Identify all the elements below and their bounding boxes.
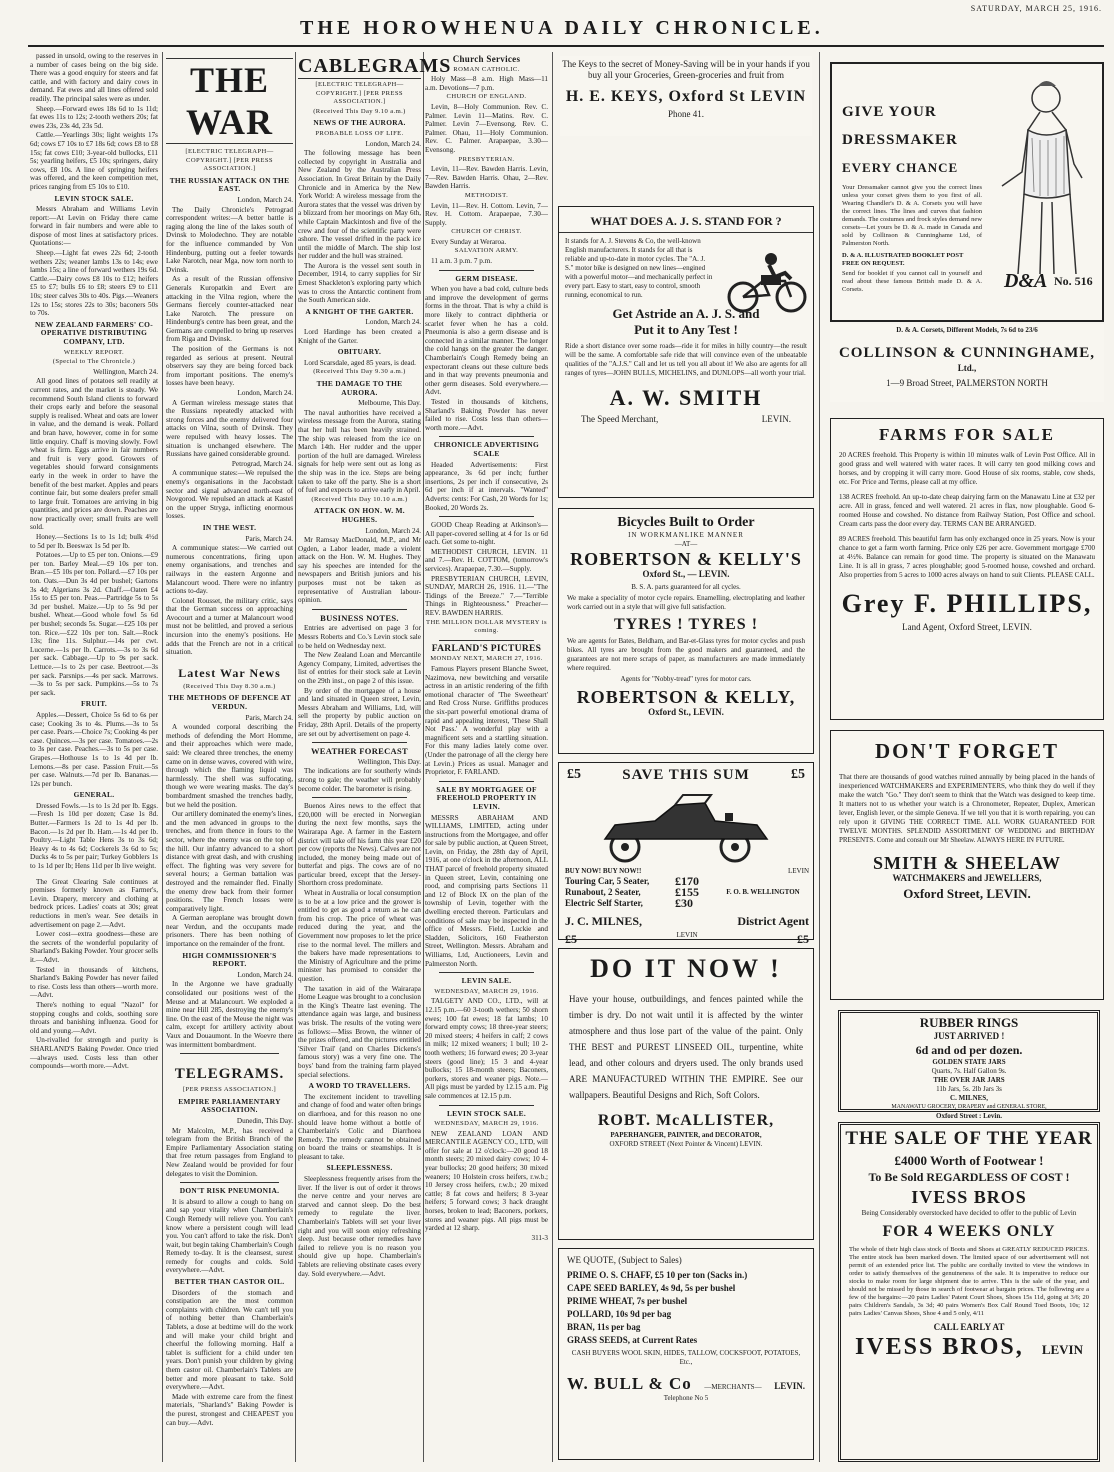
collinson-address: 1—9 Broad Street, PALMERSTON NORTH <box>886 378 1048 388</box>
ivess-bros-name: IVESS BROS <box>911 1187 1027 1207</box>
robertson-kelly-ad <box>558 508 814 754</box>
ajs-dealer-name: A. W. SMITH <box>609 385 763 410</box>
watch-repair-text: That there are thousands of good watches ruined annually by being placed in the hands of inexperienced WATCHMAKERS and EXPERIMENTERS, who think they do well if they make the watch "Go." They don't seem to think that the Watch was designed to keep time. It matters not to us whether your watch is a Chronometer, Repeater, Duplex, American lever, English lever, or the simple Geneva. If we tell you that it is worth repairing, you can rely upon it GIVING THE CORRECT TIME. ALL WORK GUARANTEED FOR TWELVE MONTHS. SPLENDID ASSORTMENT OF WEDDING and BIRTHDAY PRESENTS. Come and consult our Mr Sheelaw. ALWAYS HERE IN FUTURE. <box>839 773 1095 844</box>
sale-entries: NEW ZEALAND LOAN AND MERCANTILE AGENCY CO., LTD, will offer for sale at 12 o'clock:—20 good 18 month steers; 20 mixed dairy cows; 10 4-year bullocks; 20 good heifers; 30 mixed weaners; 10 Holstein cross heifers, r.w.b.; 10 Jersey cross heifers, r.w.b.; 20 mixed cattle; 8 fat cows and heifers; 8 3-year heifers; 5 forward cows; 3 hack draught horses, broken to lead; Baconers, porkers, stores and weaner pigs. All pigs must be yarded at 12 sharp. <box>425 1129 548 1233</box>
keys-grocery-ad <box>560 56 812 136</box>
price-line: CAPE SEED BARLEY, 4s 9d, 5s per bushel <box>567 1283 736 1293</box>
denomination-heading: PRESBYTERIAN. <box>458 155 515 163</box>
service-times: Holy Mass—8 a.m. High Mass—11 a.m. Devotions—7 p.m. <box>425 75 548 92</box>
cable-heading: A KNIGHT OF THE GARTER. <box>305 306 414 316</box>
self-starter-price: £30 <box>675 896 693 910</box>
stock-sale-heading: LEVIN STOCK SALE. <box>54 193 134 203</box>
da-logo: D&A <box>1004 270 1048 292</box>
advert-paragraph: Tested in thousands of kitchens, Sharland's Baking Powder has never failed to rise. Costs less than others—worth more.—Advt. <box>30 965 158 1000</box>
price-line: PRIME O. S. CHAFF, £5 10 per ton (Sacks in.) <box>567 1270 748 1280</box>
milnes-trade: MANAWATU GROCERY, DRAPERY and GENERAL STORE, <box>891 1104 1047 1110</box>
column-rule <box>162 52 163 1462</box>
jar-prices-2: 11b Jars, 5s. 2lb Jars 3s <box>936 1085 1002 1093</box>
dateline: Melbourne, This Day. <box>358 399 421 408</box>
war-heading: HIGH COMMISSIONER'S REPORT. <box>182 950 277 969</box>
masthead-rule <box>28 45 1104 47</box>
ajs-question: WHAT DOES A. J. S. STAND FOR ? <box>559 213 813 233</box>
war-paragraph: The position of the Germans is not regarded as serious at present. Neutral observers say they are being forced back from important positions. The enemy's losses have been heavy. <box>166 345 293 388</box>
dressmaker-corset-ad <box>830 62 1104 322</box>
merchants-label: —MERCHANTS— <box>704 1383 762 1391</box>
quote-line: WE QUOTE, (Subject to Sales) <box>567 1255 682 1265</box>
received-line: (Received This Day 10.10 a.m.) <box>311 495 408 503</box>
denomination-heading: METHODIST. <box>464 191 509 199</box>
masthead <box>0 0 1114 39</box>
advert-paragraph: Lower cost—extra goodness—these are the secrets of the wonderful popularity of Sharland's Baking Powder. Your grocer sells it.—Advt. <box>30 930 158 964</box>
castor-oil-heading: BETTER THAN CASTOR OIL. <box>174 1277 285 1287</box>
smith-sheelaw-name: SMITH & SHEELAW <box>872 853 1062 873</box>
column-cablegrams <box>298 52 452 1462</box>
cash-buyers-line: CASH BUYERS WOOL SKIN, HIDES, TALLOW, COCKSFOOT, POTATOES, Etc., <box>571 1349 801 1366</box>
bicycles-heading: Bicycles Built to Order <box>617 515 755 530</box>
war-paragraph: As a result of the Russian offensive Generals Kuropatkin and Evert are attacking in the Vilna region, where the Germans fiercely counter-attacked near Lake Narotch. The pressure on Hindenburg's centre has been great, and the Germans are compelled to bring up reserves from Riga and Dvinsk. <box>166 275 293 344</box>
pound-mark-right: £5 <box>791 767 805 782</box>
mcallister-address: OXFORD STREET (Next Pointer & Vincent) LEVIN. <box>609 1140 763 1148</box>
over-jar-line: THE OVER JAR JARS <box>933 1076 1005 1084</box>
sale-entries: TALGETY AND CO., LTD., will at 12.15 p.m.—60 3-tooth wethers; 50 shorn ewes; 100 fat ewes; 18 fat lambs; 10 forward empty cows; 18 three-year steers; 20 mixed steers; 4 heifers in calf; 2 cows in milk; 12 mixed weaners; 1 bull; 10 2-tooth wethers; 16 forward ewes; 20 3-year steers (good line); 15 3 and 4-year bullocks; 15 18-month steers; Baconers, porkers, stores and weaner pigs. Note.—All pigs must be yarded by 12.15 a.m. Pig sale commences at 12.15 p.m. <box>425 997 548 1100</box>
milnes-address: Oxford Street : Levin. <box>936 1112 1002 1120</box>
sale-notice: The Great Clearing Sale continues at premises formerly known as Farmer's, Levin. Drapery, mercery and clothing at bedrock prices. Ladies' coats at 30s; great reductions in men's wear. See details in advertisement on page 2.—Advt. <box>30 877 158 929</box>
agent-name: J. C. MILNES, <box>565 914 643 928</box>
cable-heading: OBITUARY. <box>337 347 382 357</box>
dateline: Wellington, March 24. <box>93 367 158 376</box>
column-church-services <box>425 52 548 1462</box>
denomination-heading: ROMAN CATHOLIC. <box>453 65 520 73</box>
column-war-news <box>166 52 293 1462</box>
at-line: —AT— <box>674 540 698 548</box>
advert-paragraph: When you have a bad cold, culture beds and improve the development of germs forms in the throat. That is why a child is more likely to contract diphtheria or scarlet fever when he has a cold. Pneumonia is also a germ disease and is connected in a similar manner. The longer the cold hangs on the greater the danger. Chamberlain's Cough Remedy being an expectorant cleans out these culture beds and in that way prevents pneumonia and other germ diseases. Sold everywhere.—Advt. <box>425 285 548 397</box>
price-line: BRAN, 11s per bag <box>567 1322 641 1332</box>
monday-date: MONDAY NEXT, MARCH 27, 1916. <box>430 655 543 663</box>
business-paragraph: Entries are advertised on page 3 for Messrs Roberts and Co.'s Levin stock sale to be held on Wednesday next. <box>298 624 421 650</box>
produce-prices: Potatoes.—Up to £5 per ton. Onions.—£9 per ton. Barley Meal.—£9 10s per ton. Bran.—£5 10s per ton. Pollard.—£7 10s per ton. Oats.—Dun 3s 4d per bushel; Gartons 3s 4d; Algerians 3s 2d. Chaff.—Oaten £4 15s to £5 per ton. Peas.—Partridge 5s to 5s 3d per bushel. Maize.—Up to 5s 9d per bushel. Wheat.—Good whole fowl 5s 6d per bushel; seconds 5s. Sugar.—£25 10s per ton. Rice.—£22 10s per ton. Salt.—Rock 13s; fine 11s. Sulphur.—14s per cwt. Lucerne.—1s per lb. Carrots.—3s to 3s 6d per sack. Cabbage.—Up to 9s per sack. Lettuce.—1s to 2s per case. Beetroot.—3s per sack. Parsnips.—4s per sack. Marrows.—3s to 5s per sack. Pumpkins.—5s to 7s per sack. <box>30 551 158 697</box>
ajs-slogan-2: Put it to Any Test ! <box>634 322 738 337</box>
dateline: Petrograd, March 24. <box>231 459 293 468</box>
do-it-now-heading: DO IT NOW ! <box>590 954 782 983</box>
phillips-address: Land Agent, Oxford Street, LEVIN. <box>902 622 1032 632</box>
war-heading: THE METHODS OF DEFENCE AT VERDUN. <box>168 693 291 712</box>
pictures-programme: Famous Players present Blanche Sweet, Nazimova, new bewitching and versatile actress in an artistic rendering of the fifth emotional character of 'The Sweetheart' and Red Cross Nurse. Griffiths produces the six-part powerful emotional drama of rapid and appealing interest, 'These Shall Not Pass.' A wonderful play with a magnificent sets and a startling situation. For this many ladies lately come over. (Under the patronage of all the clergy here at Levin.) Prices as usual. Manager and Proprietor, F. FARLAND. <box>425 665 548 777</box>
just-arrived-line: JUST ARRIVED ! <box>933 1031 1005 1041</box>
received-line: (Received This Day 8.30 a.m.) <box>183 682 276 690</box>
denomination-heading: CHURCH OF ENGLAND. <box>446 93 527 101</box>
jar-prices: Quarts, 7s. Half Gallon 9s. <box>931 1067 1007 1075</box>
war-paragraph: In the Argonne we have gradually consolidated our positions west of the Meuse and at Malancourt. We exploded a mine near Hill 285, destroying the enemy's line. On the east of the Meuse the night was calm, except for artillery activity about Vaux and Douaumont. In the Woevre there was intermittent bombardment. <box>166 980 293 1049</box>
advert-paragraph: Un-rivalled for strength and purity is SHARLAND'S Baking Powder. Once tried—always used. Costs less than other compounds—worth more.—Advt. <box>30 1036 158 1071</box>
dressmaker-heading: DRESSMAKER <box>842 132 958 148</box>
denomination-heading: SALVATION ARMY. <box>454 247 519 255</box>
robertson-kelly-address: Oxford St., — LEVIN. <box>642 569 730 579</box>
travellers-heading: A WORD TO TRAVELLERS. <box>308 1081 411 1091</box>
dateline: Paris, March 24. <box>245 534 293 543</box>
mcallister-trade: PAPERHANGER, PAINTER, and DECORATOR, <box>610 1131 762 1139</box>
dateline: London, March 24. <box>365 139 421 148</box>
levin-sale-heading: LEVIN SALE. <box>461 976 512 986</box>
cablegrams-title: CABLEGRAMS <box>298 55 452 77</box>
fob-wellington: F. O. B. WELLINGTON <box>726 888 800 896</box>
milnes-rubber-rings-ad <box>838 1010 1100 1120</box>
touring-car-label: Touring Car, 5 Seater, <box>565 876 650 886</box>
overstocked-line: Being Considerably overstocked have decided to offer to the public of Levin <box>861 1209 1077 1217</box>
dateline: Wellington, This Day. <box>357 757 421 766</box>
motorcycle-illustration <box>725 241 809 315</box>
newspaper-title: THE HOROWHENUA DAILY CHRONICLE. <box>300 17 824 39</box>
fruit-prices: Apples.—Dessert, Choice 5s 6d to 6s per case; Cooking 3s to 4s. Plums.—3s to 5s per case. Pears.—Choice 7s; Cooking 4s per case. Quinces.—3s per case. Tomatoes.—2s to 3s per case. Peaches.—3s to 5s per case. Grapes.—Hothouse 1s to 1s 4d per lb. Lemons.—8s per case. Passion Fruit.—5s per case. Walnuts.—7d per lb. Bananas.—12s per bunch. <box>30 710 158 788</box>
dateline: London, March 24. <box>237 970 293 979</box>
bull-town: LEVIN. <box>774 1381 805 1391</box>
farm-listing: 89 ACRES freehold. This beautiful farm has only exchanged once in 25 years. Now is your chance to get a farm worth farming. Price only £26 per acre. Government mortgage £700 at 4½%. Balance can remain for good time. The property is situated on the Manawatu Line. It is all in grass, 7 acres ploughable; good 5-roomed house, cowshed and orchard. Also properties from 5 acres to 1000 acres always on hand to suit Clients. PLEASE CALL. <box>839 535 1095 579</box>
price-line: GRASS SEEDS, at Current Rates <box>567 1335 698 1345</box>
honey-prices: Honey.—Sections 1s to 1s 1d; bulk 4½d to 5d per lb. Beeswax 1s 5d per lb. <box>30 533 158 550</box>
press-credit: [PER PRESS ASSOCIATION.] <box>182 1086 277 1094</box>
ajs-slogan-1: Get Astride an A. J. S. and <box>612 306 760 321</box>
sale-date: WEDNESDAY, MARCH 29, 1916. <box>434 1120 539 1128</box>
phillips-name: Grey F. PHILLIPS, <box>841 589 1093 618</box>
buy-now-line: BUY NOW! BUY NOW!! <box>565 867 642 875</box>
cable-paragraph: Mr Ramsay MacDonald, M.P., and Mr Ogden, a Labor leader, made a violent attack on the Hon. W. M. Hughes. They say his speeches are intended for the newspapers and British juniors and his purposes must not be taken as representative of Australian labour-opinion. <box>298 536 421 605</box>
business-notes-heading: BUSINESS NOTES. <box>320 612 399 623</box>
mortgagee-sale-heading: SALE BY MORTGAGEE OF FREEHOLD PROPERTY IN LEVIN. <box>436 784 537 811</box>
business-paragraph: The New Zealand Loan and Mercantile Agency Company, Limited, advertises the list of entries for their stock sale at Levin on the 29th inst., on page 2 of this issue. <box>298 651 421 685</box>
farms-for-sale-ad <box>830 418 1104 720</box>
workmanlike-line: IN WORKMANLIKE MANNER <box>628 531 744 539</box>
ivess-bros-footwear-ad <box>838 1122 1100 1462</box>
every-chance-heading: EVERY CHANCE <box>842 160 959 175</box>
sale-date: WEDNESDAY, MARCH 29, 1916. <box>434 987 539 995</box>
mystery-notice: THE MILLION DOLLAR MYSTERY is coming. <box>426 618 547 635</box>
buy-now-town: LEVIN <box>788 867 809 875</box>
ad-number: 311-3 <box>531 1233 548 1242</box>
sale-of-the-year-heading: THE SALE OF THE YEAR <box>845 1128 1093 1149</box>
war-paragraph: A German aeroplane was brought down near Verdun, and the occupants made prisoners. There has been nothing of importance on the remainder of the front. <box>166 914 293 949</box>
ajs-dealer-tagline: The Speed Merchant, <box>581 414 659 424</box>
church-services-title: Church Services <box>452 54 521 64</box>
call-early-line: CALL EARLY AT <box>933 1322 1005 1332</box>
cable-heading: THE DAMAGE TO THE AURORA. <box>316 379 403 397</box>
booklet-line: D. & A. ILLUSTRATED BOOKLET POST FREE ON REQUEST. <box>842 252 964 267</box>
smith-sheelaw-trade: WATCHMAKERS and JEWELLERS, <box>892 873 1042 883</box>
farmers-heading: NEW ZEALAND FARMERS' CO-OPERATIVE DISTRIBUTING COMPANY, LTD. <box>35 319 153 346</box>
advert-paragraph: It is absurd to allow a cough to hang on and sap your vitality when Chamberlain's Cough Remedy will relieve you. You can't know where a persistent cough will lead you. You can't afford to take the risk. Don't wait, but begin taking Chamberlain's Cough Remedy to-day. It is the cleansest, surest remedy for coughs and colds. Sold everywhere.—Advt. <box>166 1197 293 1275</box>
news-paragraph: Wheat in Australia or local consumption is to be at a low price and the grower is entitled to get as good a return as he can from his crop. The price of wheat was reduced during the year, and the Government now proposes to let the price rise to the normal level. The millers and the bakers have made representations to the Ministry of Agriculture and the prime minister has promised to consider the question. <box>298 889 421 983</box>
advert-paragraph: There's nothing to equal "Nazol" for stopping coughs and colds, soothing sore throats and banishing influenza. Good for old and young.—Advt. <box>30 1000 158 1035</box>
news-paragraph: Buenos Aires news to the effect that £20,000 will be erected in Norwegian during the next few months, says the Wairarapa Age. A farmer in the Eastern district will take off his farm this year £20 per cow (reports the News). Calves are not included, the money being made out of butterfat and pigs. The cows are of no particular breed, except that the Jersey-Shorthorn cross predominate. <box>298 802 421 888</box>
classified-ad: GOOD Cheap Reading at Atkinson's—All paper-covered selling at 4 for 1s or 6d each. Get some to-night. <box>425 521 548 547</box>
telegram-paragraph: Mr Malcolm, M.P., has received a telegram from the British Branch of the Empire Parliamentary Association stating that free return passages from England to New Zealand would be provided for four delegates to visit the Dominion. <box>166 1126 293 1178</box>
corset-body: Your Dressmaker cannot give you the correct lines unless your corset gives them to you first of all. Wearing Chandler's D. & A. Corsets you will have the correct lines. The lines and curves that fashion demands. The costumes and frock styles demand new corsets—Let yours be D. & A. made in Canada and sold by Collinson & Cunninghame Ltd, of Palmerston North. <box>842 184 982 247</box>
weather-paragraph: The indications are for southerly winds strong to gale; the weather will probably become colder. The barometer is rising. <box>298 767 421 793</box>
dateline: London, March 24. <box>237 389 293 398</box>
denomination-heading: CHURCH OF CHRIST. <box>451 228 522 236</box>
war-paragraph: A communique states:—We repulsed the enemy's organisations in the Jacobstadt sector and signal advanced north-east of Novgorod. We repulsed an attack at Kastel on the upper Stryga, inflicting enormous losses. <box>166 469 293 521</box>
cable-paragraph: Lord Hardinge has been created a Knight of the Garter. <box>298 328 421 345</box>
motor-car-illustration <box>585 791 785 865</box>
cable-heading: NEWS OF THE AURORA. <box>313 118 406 128</box>
cable-paragraph: The naval authorities have received a wireless message from the Aurora, stating that her hull has been heavily strained. The ship was released from the ice on March 14th. Her rudder and the upper portion of the hull are damaged. Wireless signals for help were sent out as long as the ship was in the ice. Steps are being taken to take off the party. She is a short of fuel and expects to arrive early in April. <box>298 408 421 495</box>
tyres-heading: TYRES ! TYRES ! <box>613 616 759 633</box>
agent-town: LEVIN <box>676 931 698 939</box>
pound-footer-left: £5 <box>565 932 577 946</box>
dateline: London, March 24. <box>365 526 421 535</box>
cattle-prices: Cattle.—Yearlings 30s; light weights 17s 6d; cows £7 10s to £7 18s 6d; cows £8 to £8 15s; fat cows £10; 3-year-old bullocks, £11 5s; yearling heifers, £5 10s; springers, dairy cows, £8 10s. A line of springing heifers was offered, and the keen competition met, prices ranging from £5 10s to £10. <box>30 131 158 191</box>
footwear-worth: £4000 Worth of Footwear ! <box>894 1153 1044 1168</box>
motor-car-ad <box>558 762 814 946</box>
milnes-name: C. MILNES, <box>950 1094 988 1102</box>
runabout-label: Runabout, 2 Seater, <box>565 887 641 897</box>
rings-price: 6d and od per dozen. <box>915 1043 1023 1057</box>
repairs-text: We make a speciality of motor cycle repairs. Enamelling, electroplating and leather work carried out in a style that will give full satisfaction. <box>567 594 805 611</box>
issue-date: SATURDAY, MARCH 25, 1916. <box>970 4 1102 13</box>
farm-listing: 138 ACRES freehold. An up-to-date cheap dairying farm on the Manawatu Line at £32 per acre. All in grass, fenced and well watered. 21 acres in flax, now ploughable. Good 6-roomed House and cowshed. No distance from Railway Station, Post Office and school. Cream carts pass the door every day. TERMS CAN BE ARRANGED. <box>839 493 1095 528</box>
germ-disease-heading: GERM DISEASE. <box>455 273 518 283</box>
rubber-rings-heading: RUBBER RINGS <box>919 1015 1019 1030</box>
bull-merchants-ad <box>558 1248 814 1460</box>
fruit-heading: FRUIT. <box>80 699 108 709</box>
column-rule <box>552 52 553 1462</box>
runabout-price: £155 <box>675 885 699 899</box>
telegrams-title: TELEGRAMS. <box>174 1066 285 1083</box>
advertising-scale-heading: CHRONICLE ADVERTISING SCALE <box>433 440 540 458</box>
painting-text: Have your house, outbuildings, and fences painted while the timber is dry. Do not wait until it is affected by the winter atmosphere and thus lose part of the value of the paint. Only THE BEST and PUREST LINSEED OIL, turpentine, white lead, and other colours and dryers used. The only brands used ARE MANUFACTURED WITHIN THE EMPIRE. See our wallpapers. Beautiful Designs and Rich, Soft Colors. <box>569 994 803 1100</box>
send-booklet-line: Send for booklet if you cannot call in yourself and read about these famous British made D. & A. Corsets. <box>842 270 982 293</box>
classified-ad: METHODIST CHURCH, LEVIN. 11 and 7.—Rev. H. COTTOM, (tomorrow's services). Arapaepae, 7.30.—Supply. <box>425 547 548 574</box>
war-paragraph: A communique states:—We carried out numerous concentrations, firing upon enemy organisations, and trenches and railways in the eastern Argonne and Malancourt wood. There were no infantry actions to-day. <box>166 544 293 596</box>
collinson-ltd: Ltd., <box>957 363 977 373</box>
market-paragraph: passed in unsold, owing to the reserves in a number of cases being on the big side. There was a good enquiry for steers and fat cattle, and with factory and dairy cows in demand. Fat ewes and all lines offered sold readily. The principal sales were as under. <box>30 52 158 103</box>
business-paragraph: By order of the mortgagee of a house and land situated in Queen street, Levin, Messrs Abraham and Williams, Ltd, will sell the property by public auction on Friday, 28th April. Details of the property are set out by advertisement on page 4. <box>298 686 421 738</box>
war-paragraph: A German wireless message states that the Russians repeatedly attacked with strong forces and the enemy delivered four attacks on Vilna, south of Dvinsk. They were repulsed with heavy losses. The situation is unchanged elsewhere. The Russians have gained considerable ground. <box>166 398 293 459</box>
bsa-line: B. S. A. parts guaranteed for all cycles. <box>631 583 741 591</box>
ajs-motorcycle-ad <box>558 206 814 498</box>
war-heading: THE RUSSIAN ATTACK ON THE EAST. <box>169 175 290 194</box>
mcallister-painter-ad <box>558 948 814 1240</box>
cable-paragraph: The Aurora is the vessel sent south in December, 1914, to carry supplies for Sir Ernest Shackleton's exploring party which was to cross the Antarctic continent from the South American side. <box>298 261 421 305</box>
regardless-of-cost: To Be Sold REGARDLESS OF COST ! <box>868 1170 1070 1184</box>
four-weeks-only: FOR 4 WEEKS ONLY <box>882 1223 1056 1240</box>
cable-subheading: PROBABLE LOSS OF LIFE. <box>315 129 404 137</box>
ajs-dealer-town: LEVIN. <box>761 414 791 424</box>
war-paragraph: A wounded corporal describing the methods of defending the Mort Homme, and their approaches which were made, said: We cleared three trenches, the enemy came on in dense waves, covered with wire, through which the flaming liquid was harmlessly. The shell was suffocating, though we were wearing masks. The day's bombardment smashed the trenches badly, but we held the position. <box>166 723 293 809</box>
bargains-text: The whole of their high class stock of Boots and Shoes at GREATLY REDUCED PRICES. The entire stock has been marked down. The limited space of our advertisement will not permit of an extended price list. The public are cordially invited to view the windows in order to satisfy themselves of the genuineness of the sale. It is imperative to reduce our stocks to make room for large shipment due to arrive. This is the sale of the year, and should not be missed by those in search of footwear at bargain prices. The following are a few of the bargains:—20 pairs Ladies' Patent Court Shoes, Shoes 15s 11d, going at 3/6; 20 pairs Children's Sandals, 3s 3d; 40 pairs Women's Box Calf Round Toed Boots, 10s; 12 pairs Ladies' Canvas Shoes, Shoe 4 and 5 only, 4/11 <box>849 1246 1089 1317</box>
advert-paragraph: Tested in thousands of kitchens, Sharland's Baking Powder has never failed to rise. Costs less than others—worth more.—Advt. <box>425 397 548 432</box>
golden-state-jars: GOLDEN STATE JARS <box>932 1058 1006 1066</box>
smith-sheelaw-address: Oxford Street, LEVIN. <box>903 886 1031 901</box>
ajs-body: It stands for A. J. Stevens & Co, the well-known English manufacturers. It stands for all that is reliable and up-to-date in motor cycles. The "A. J. S." motor bike is designed on new lines—engined with a powerful motor—and mechanically perfect in every part. Easy to start, easy to control, smooth running, economical to run. <box>565 237 713 299</box>
pneumonia-heading: DON'T RISK PNEUMONIA. <box>179 1186 280 1196</box>
keys-phone: Phone 41. <box>668 109 704 119</box>
collinson-cunninghame-ad <box>830 324 1104 402</box>
farlands-pictures-title: FARLAND'S PICTURES <box>431 643 542 654</box>
give-your-heading: GIVE YOUR <box>842 104 937 120</box>
war-title: THE WAR <box>166 58 293 144</box>
corset-figure-illustration <box>982 74 1100 284</box>
service-times: Levin, 8—Holy Communion. Rev. C. Palmer. Levin 11—Matins. Rev. C. Palmer. Levin 7—Evensong. Rev. C. Palmer. Ohau, 11—Holy Communion. Rev. C. Palmer. Arapaepae, 3.30—Evensong. <box>425 102 548 154</box>
bull-name: W. BULL & Co <box>567 1374 692 1393</box>
war-paragraph: Colonel Rousset, the military critic, says that the German success on approaching Avocourt and a turner at Malancourt wood must not be belittled, and proved a serious incursion into the enemy's positions. He adds that the French are not in a critical situation. <box>166 596 293 657</box>
levin-stock-sale-heading: LEVIN STOCK SALE. <box>446 1108 527 1118</box>
corset-models-line: D. & A. Corsets, Different Models, 7s 6d to 23/6 <box>896 326 1038 334</box>
advert-paragraph: Sleeplessness frequently arises from the liver. If the liver is out of order it throws the nerve centre and your nerves are starved and cannot sleep. Do the best remedy to regulate the liver. Chamberlain's Tablets will set your liver right and you will soon enjoy refreshing sleep. Just because other remedies have failed to relieve you is no reason you should give up hope. Chamberlain's Tablets are relieving obstinate cases every day. Sold everywhere.—Advt. <box>298 1175 421 1278</box>
price-line: POLLARD, 10s 9d per bag <box>567 1309 672 1319</box>
robertson-kelly-address-footer: Oxford St., LEVIN. <box>648 707 724 717</box>
stock-sale-lines: Sheep.—Light fat ewes 22s 6d; 2-tooth wethers 22s; weaner lambs 13s to 14s; ewe lambs 15s; a line of forward wethers 19s 6d. Cattle.—Dairy cows £8 10s to £12; heifers £5 to £7; bulls £6 to £8; steers £9 to £11 10s; steer calves 30s to 40s. Pigs.—Weaners 12s to 15s; stores 22s to 30s; baconers 50s to 70s. <box>30 249 158 318</box>
ivess-bros-footer-name: IVESS BROS, <box>855 1334 1024 1360</box>
war-heading: IN THE WEST. <box>202 522 257 532</box>
service-times: 11 a.m. 3 p.m. 7 p.m. <box>431 257 493 266</box>
keys-name: H. E. KEYS, Oxford St LEVIN <box>565 88 807 105</box>
column-market-reports <box>30 52 158 1462</box>
sheep-prices: Sheep.—Forward ewes 18s 6d to 1s 11d; fat ewes 11s to 12s; 2-tooth wethers 20s; fat ewes 23s, 23s 4d, 23s 5d. <box>30 104 158 130</box>
column-rule <box>819 52 820 1462</box>
cable-paragraph: The following message has been collected by copyright in Australia and New Zealand by the Australian Press Association. In Great Britain by the Daily Chronicle and in America by the New York World: A wireless message from the Aurora states that the vessel was driven by a blizzard from her moorings on May 6th, while Captain Mackintosh and five of the crew and four of the scientific party were ashore. The vessel drifted in the pack ice until the middle of March. The ship lost her rudder and the hull was strained. <box>298 149 421 261</box>
district-agent-label: District Agent <box>737 914 809 928</box>
advertising-scale: Headed Advertisements: First appearance, 3s 6d per inch; further insertions, 2s per inch if consecutive, 2s 6d per inch if at intervals. "Wanted" Adverts: cents: For Cash, 20 Words for 1s; Booked, 20 Words 2s. <box>425 460 548 512</box>
tyres-text: We are agents for Bates, Beldham, and Bar-et-Glass tyres for motor cycles and push bikes. All tyres are brought from the good makers and guaranteed, and the guarantees are not mere scraps of paper, as manufacturers are made immediately where required. <box>567 637 805 672</box>
column-rule <box>295 52 296 1462</box>
general-prices: Dressed Fowls.—1s to 1s 2d per lb. Eggs.—Fresh 1s 10d per dozen; Case 1s 8d. Butter.—Farmers 1s 2d to 1s 4d per lb. Bacon.—1s 2d per lb. Ham.—1s 4d per lb. Poultry.—Light Table Hens 3s to 3s 6d; Heavy 4s to 4s 6d; Cockerels 3s 6d to 5s; Ducks 4s to 5s per pair; Turkey Gobblers 1s to 1s 1d per lb; Hens 11d per lb live weight. <box>30 801 158 871</box>
telegraph-credit: [ELECTRIC TELEGRAPH—COPYRIGHT.] [PER PRESS ASSOCIATION.] <box>315 81 404 106</box>
cable-heading: ATTACK ON HON. W. M. HUGHES. <box>314 506 405 524</box>
war-paragraph: Our artillery dominated the enemy's lines, and the men advanced in groups to the trenches, and from thence in fours to the sector, where the enemy was on the top of the hill. Our infantry advanced to a short distance with great dash, and with crushing effect. The fighting was very severe for several hours; a German battalion was destroyed and the remainder fled. Finally the enemy drew back from their former positions. The French losses were comparatively light. <box>166 810 293 913</box>
dateline: London, March 24. <box>365 318 421 327</box>
service-times: Levin, 11—Rev. H. Cottom. Levin, 7—Rev. H. Cottom. Arapaepae, 7.30—Supply. <box>425 201 548 227</box>
cable-paragraph: Lord Scarsdale, aged 85 years, is dead. <box>304 358 416 367</box>
sleeplessness-heading: SLEEPLESSNESS. <box>326 1163 393 1173</box>
bull-telephone: Telephone No 5 <box>663 1394 709 1402</box>
dateline: London, March 24. <box>237 195 293 204</box>
received-line: (Received This Day 9.30 a.m.) <box>313 368 406 376</box>
special-line: (Special to The Chronicle.) <box>52 358 136 366</box>
self-starter-label: Electric Self Starter, <box>565 898 643 908</box>
robertson-kelly-name-footer: ROBERTSON & KELLY, <box>576 687 796 707</box>
save-this-sum-heading: SAVE THIS SUM <box>622 767 750 783</box>
stock-sale-intro: Messrs Abraham and Williams Levin report:—At Levin on Friday there came forward in fair numbers and were able to dispose of most lines at satisfactory prices. Quotations:— <box>30 205 158 248</box>
ajs-more-text: Ride a short distance over some roads—ride it for miles in hilly country—the result will be the same. A comfortable safe ride that will convince even of the unbeatable qualities of the "A.J.S." Call and let us tell you all about it! We also are agents for all ranges of tyres—JOHN BULLS, MICHELINS, and DUNLOPS—all worth your trial. <box>565 342 807 377</box>
farm-listing: 20 ACRES freehold. This Property is within 10 minutes walk of Levin Post Office. All in good grass and well watered with water races. It will carry ten good milking cows and horses, and by cropping it will carry more. Good House of six rooms, stable, cow sheds, etc. For Price and Terms, please call at my office. <box>839 451 1095 486</box>
advert-paragraph: Disorders of the stomach and constipation are the most common complaints with children. We can't tell you of nothing better than Chamberlain's Tablets, a dose at bedtime will do the work and will make your child bright and cheerful the following morning. Half a tablet is sufficient for a child under ten years. Don't punish your children by giving them castor oil. Chamberlain's Tablets are better and more pleasant to take. Sold everywhere.—Advt. <box>166 1288 293 1392</box>
telegram-heading: EMPIRE PARLIAMENTARY ASSOCIATION. <box>178 1096 281 1115</box>
classified-ad: PRESBYTERIAN CHURCH, LEVIN, SUNDAY, MARCH 26, 1916. 11.—"The Tidings of the Breeze." 7.—"Terrible Things in Righteousness." Preacher—REV. BAWDEN HARRIS. <box>425 574 548 618</box>
ivess-bros-town: LEVIN <box>1041 1342 1083 1357</box>
weekly-report-heading: WEEKLY REPORT. <box>63 348 125 356</box>
advert-paragraph: Made with extreme care from the finest materials, "Sharland's" Baking Powder is the purest, strongest and CHEAPEST you can buy.—Advt. <box>166 1392 293 1427</box>
service-times: Every Sunday at Weraroa. <box>431 237 507 246</box>
touring-car-price: £170 <box>675 874 699 888</box>
dont-forget-heading: DON'T FORGET <box>874 739 1060 763</box>
dateline: Paris, March 24. <box>245 713 293 722</box>
pound-footer-right: £5 <box>797 932 809 946</box>
received-line: (Received This Day 9.10 a.m.) <box>313 107 406 115</box>
price-line: PRIME WHEAT, 7s per bushel <box>567 1296 688 1306</box>
telegraph-credit: [ELECTRIC TELEGRAPH—COPYRIGHT.] [PER PRESS ASSOCIATION.] <box>185 148 274 173</box>
general-heading: GENERAL. <box>73 790 115 800</box>
advert-paragraph: The excitement incident to travelling and change of food and water often brings on diarrhoea, and for this reason no one should leave home without a bottle of Chamberlain's Colic and Diarrhoea Remedy. The remedy cannot be obtained on board the trains or steamships. It is pleasant to take. <box>298 1092 421 1161</box>
collinson-name: COLLINSON & CUNNINGHAME, <box>838 345 1096 361</box>
dateline: Dunedin, This Day. <box>236 1116 293 1125</box>
smith-sheelaw-ad <box>830 730 1104 1000</box>
model-number: No. 516 <box>1054 274 1093 288</box>
robertson-kelly-name: ROBERTSON & KELLY'S <box>570 549 802 569</box>
war-paragraph: The Daily Chronicle's Petrograd correspondent writes:—A better battle is raging along the line of the lakes south of Dvinsk to Molodechno. They are notable for the influence commanded by Von Hindenburg, putting out a feeler towards Lake Narotch, near Mga, now torn north to Dvinsk. <box>166 205 293 274</box>
nobby-tread-line: Agents for "Nobby-tread" tyres for motor cars. <box>620 675 752 683</box>
service-times: Levin, 11—Rev. Bawden Harris. Levin, 7—Rev. Bawden Harris. Ohau, 2—Rev. Bawden Harris. <box>425 165 548 191</box>
column-rule <box>423 52 424 1462</box>
keys-lead-text: The Keys to the secret of Money-Saving will be in your hands if you buy all your Groceries, Green-groceries and fruit from <box>562 59 810 80</box>
weather-heading: WEATHER FORECAST <box>311 746 408 757</box>
mortgagee-sale-text: MESSRS ABRAHAM AND WILLIAMS, LIMITED, acting under instructions from the Mortgagee, and offer for sale by public auction, at Queen Street, Levin, on Friday, the 28th day of April, 1916, at one o'clock in the afternoon, ALL THAT parcel of freehold property situated in Queen street, Levin, containing one rood, and comprising parts Sections 11 and 12 of Block IX on the plan of the township of Levin, together with the dwelling erected thereon. Particulars and conditions of sale may be inspected in the office of Messrs. Field, Luckie and Sladden, Solicitors, 160 Featherston Street, Wellington. Messrs. Abraham and Williams, Ltd, Auctioneers, Levin and Palmerston North. <box>425 813 548 968</box>
farms-for-sale-heading: FARMS FOR SALE <box>879 425 1055 444</box>
produce-report: All good lines of potatoes sell readily at current rates, and the market is steady. We recommend South Island clients to forward their crops early and before the seasonal supply is realised. Wheat and oats are lower in value, and the demand is weak. Pollard and bran have, however, come in for some little enquiry. Chaff is moving slowly. Fowl wheat is firm. Eggs arrive in fair numbers and fruit is very good. Growers of vegetables should forward consignments early in the week in order to have the benefit of the best market. Apples and pears continue fair, but some dealers prefer small to large fruit. Tomatoes are arriving in big quantities, and prices are down. Peaches are now practically over; small fruits are well sold. <box>30 377 158 532</box>
news-paragraph: The taxation in aid of the Wairarapa Home League was brought to a conclusion in the King's Theatre last evening. The attendance again was large, and business was brisk. The results of the voting were as follows:—Miss Brown, the winner of the prizes offered, and the pictures entitled 'Silver Trail' (and on Charles Dickens's famous story) was a very fine one. The boys' band from the training farm played special selections. <box>298 984 421 1079</box>
pound-mark-left: £5 <box>567 767 581 782</box>
latest-war-news-title: Latest War News <box>178 665 281 680</box>
mcallister-name: ROBT. McALLISTER, <box>597 1112 775 1129</box>
